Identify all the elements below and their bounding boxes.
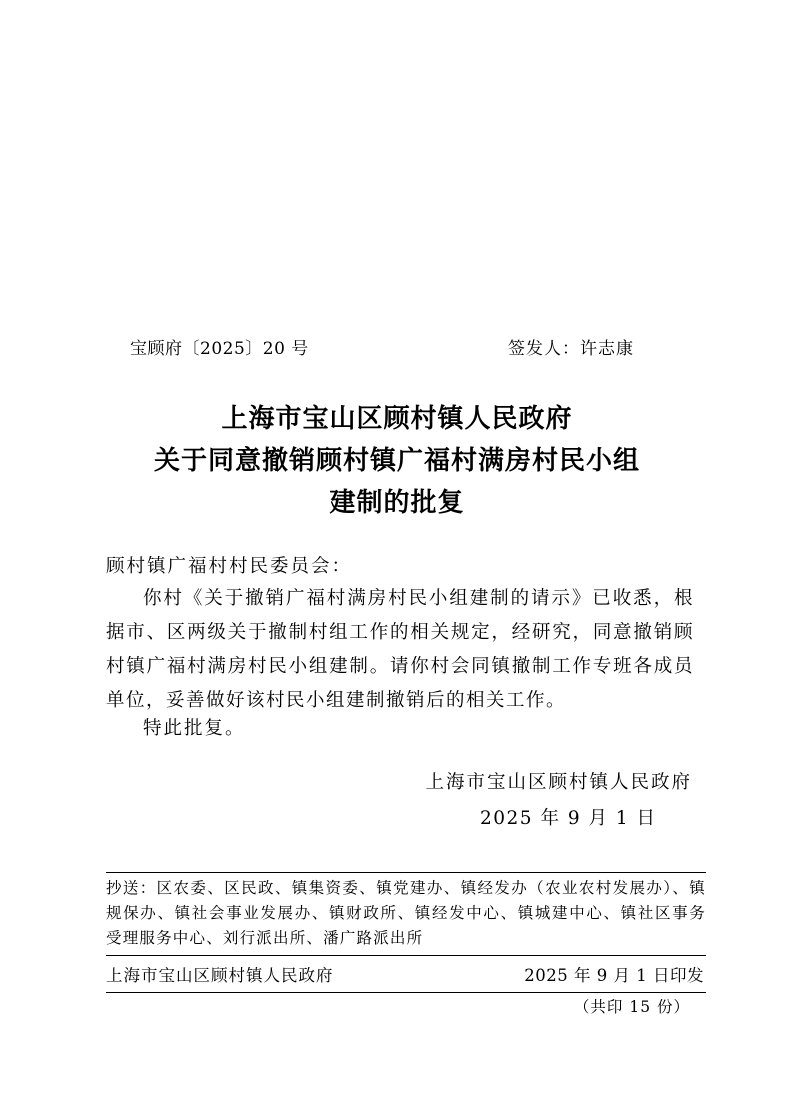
signer: 签发人：许志康 [508,339,634,359]
divider-top [106,872,706,873]
body-paragraph: 你村《关于撤销广福村满房村民小组建制的请示》已收悉，根据市、区两级关于撤制村组工作的相关规定，经研究，同意撤销顾村镇广福村满房村民小组建制。请你村会同镇撤制工作专班各成员单位，妥善做好该村民小组建制撤销后的相关工作。 [106,588,694,711]
printing-authority: 上海市宝山区顾村镇人民政府 [106,966,334,985]
divider-bottom [106,992,706,993]
salutation: 顾村镇广福村村民委员会： [106,556,353,577]
document-number: 宝顾府〔2025〕20 号 [130,339,309,359]
cc-list: 抄送：区农委、区民政、镇集资委、镇党建办、镇经发办（农业农村发展办）、镇规保办、镇社会事业发展办、镇财政所、镇经发中心、镇城建中心、镇社区事务受理服务中心、刘行派出所、潘广路派出所 [106,879,706,947]
issuing-authority: 上海市宝山区顾村镇人民政府 [425,772,692,793]
copies-count: （共印 15 份） [573,998,690,1016]
divider-middle [106,955,706,956]
document-title-line-3: 建制的批复 [329,488,465,518]
closing-remark: 特此批复。 [143,718,246,739]
document-title-line-2: 关于同意撤销顾村镇广福村满房村民小组 [153,446,640,476]
print-date: 2025 年 9 月 1 日印发 [524,966,704,985]
document-title-line-1: 上海市宝山区顾村镇人民政府 [221,404,573,434]
issue-date: 2025 年 9 月 1 日 [480,808,657,829]
